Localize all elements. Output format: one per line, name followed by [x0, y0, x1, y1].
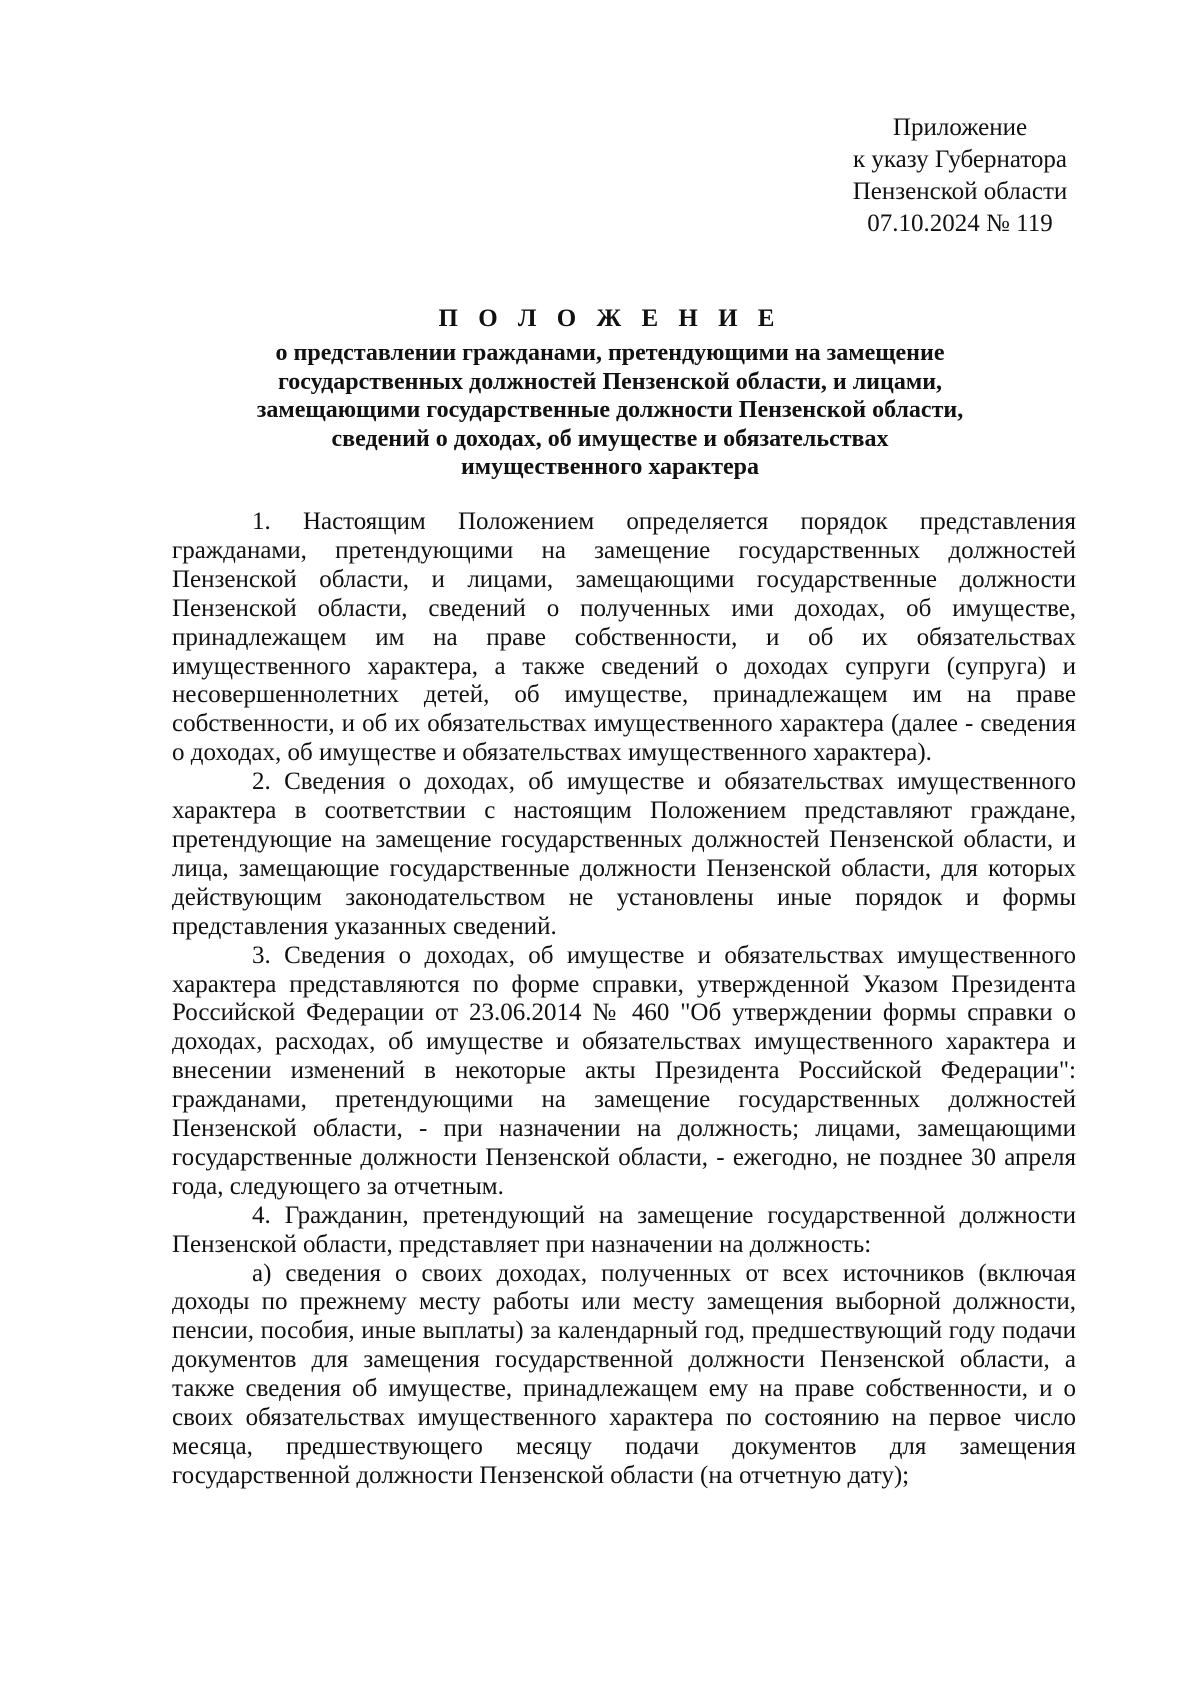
approval-date-number: 07.10.2024 № 119	[867, 210, 1053, 237]
subtitle-line: о представлении гражданами, претендующими на замещение	[275, 340, 945, 366]
document-title: П О Л О Ж Е Н И Е	[438, 305, 782, 332]
subtitle-line: государственных должностей Пензенской области, и лицами,	[277, 368, 943, 395]
paragraph-4a: а) сведения о своих доходах, полученных от всех источников (включая доходы по прежнему месту работы или месту замещения выборной должности, пенсии, пособия, иные выплаты) за календарный год, предшествующий году подачи документов для замещения государственной должности Пензенской области, а также сведения об имуществе, принадлежащем ему на праве собственности, и о своих обязательствах имущественного характера по состоянию на первое число месяца, предшествующего месяцу подачи документов для замещения государственной должности Пензенской области (на отчетную дату);	[172, 1259, 1076, 1489]
subtitle-line: имущественного характера	[460, 454, 760, 480]
subtitle-line: сведений о доходах, об имуществе и обязательствах	[331, 425, 889, 452]
paragraph-2: 2. Сведения о доходах, об имуществе и обязательствах имущественного характера в соответствии с настоящим Положением представляют граждане, претендующие на замещение государственных должностей Пензенской области, и лица, замещающие государственные должности Пензенской области, для которых действующим законодательством не установлены иные порядок и формы представления указанных сведений.	[172, 768, 1076, 940]
approval-stamp	[830, 112, 1090, 240]
paragraph-1: 1. Настоящим Положением определяется порядок представления гражданами, претендующими на замещение государственных должностей Пензенской области, и лицами, замещающими государственные должности Пензенской области, сведений о полученных ими доходах, об имуществе, принадлежащем им на праве собственности, и об их обязательствах имущественного характера, а также сведений о доходах супруги (супруга) и несовершеннолетних детей, об имуществе, принадлежащем им на праве собственности, и об их обязательствах имущественного характера (далее - сведения о доходах, об имуществе и обязательствах имущественного характера).	[172, 508, 1076, 767]
document-body	[172, 508, 1076, 1491]
approval-line: Приложение	[892, 114, 1028, 141]
approval-line: к указу Губернатора	[852, 146, 1068, 173]
subtitle-line: замещающими государственные должности Пензенской области,	[256, 397, 964, 423]
paragraph-3: 3. Сведения о доходах, об имуществе и обязательствах имущественного характера представляются по форме справки, утвержденной Указом Президента Российской Федерации от 23.06.2014 № 460 "Об утверждении формы справки о доходах, расходах, об имуществе и обязательствах имущественного характера и внесении изменений в некоторые акты Президента Российской Федерации": гражданами, претендующими на замещение государственных должностей Пензенской области, - при назначении на должность; лицами, замещающими государственные должности Пензенской области, - ежегодно, не позднее 30 апреля года, следующего за отчетным.	[172, 941, 1076, 1200]
paragraph-4: 4. Гражданин, претендующий на замещение государственной должности Пензенской области, представляет при назначении на должность:	[172, 1201, 1076, 1258]
approval-line: Пензенской области	[852, 178, 1068, 205]
document-heading	[170, 303, 1050, 482]
document-subtitle	[170, 339, 1050, 482]
